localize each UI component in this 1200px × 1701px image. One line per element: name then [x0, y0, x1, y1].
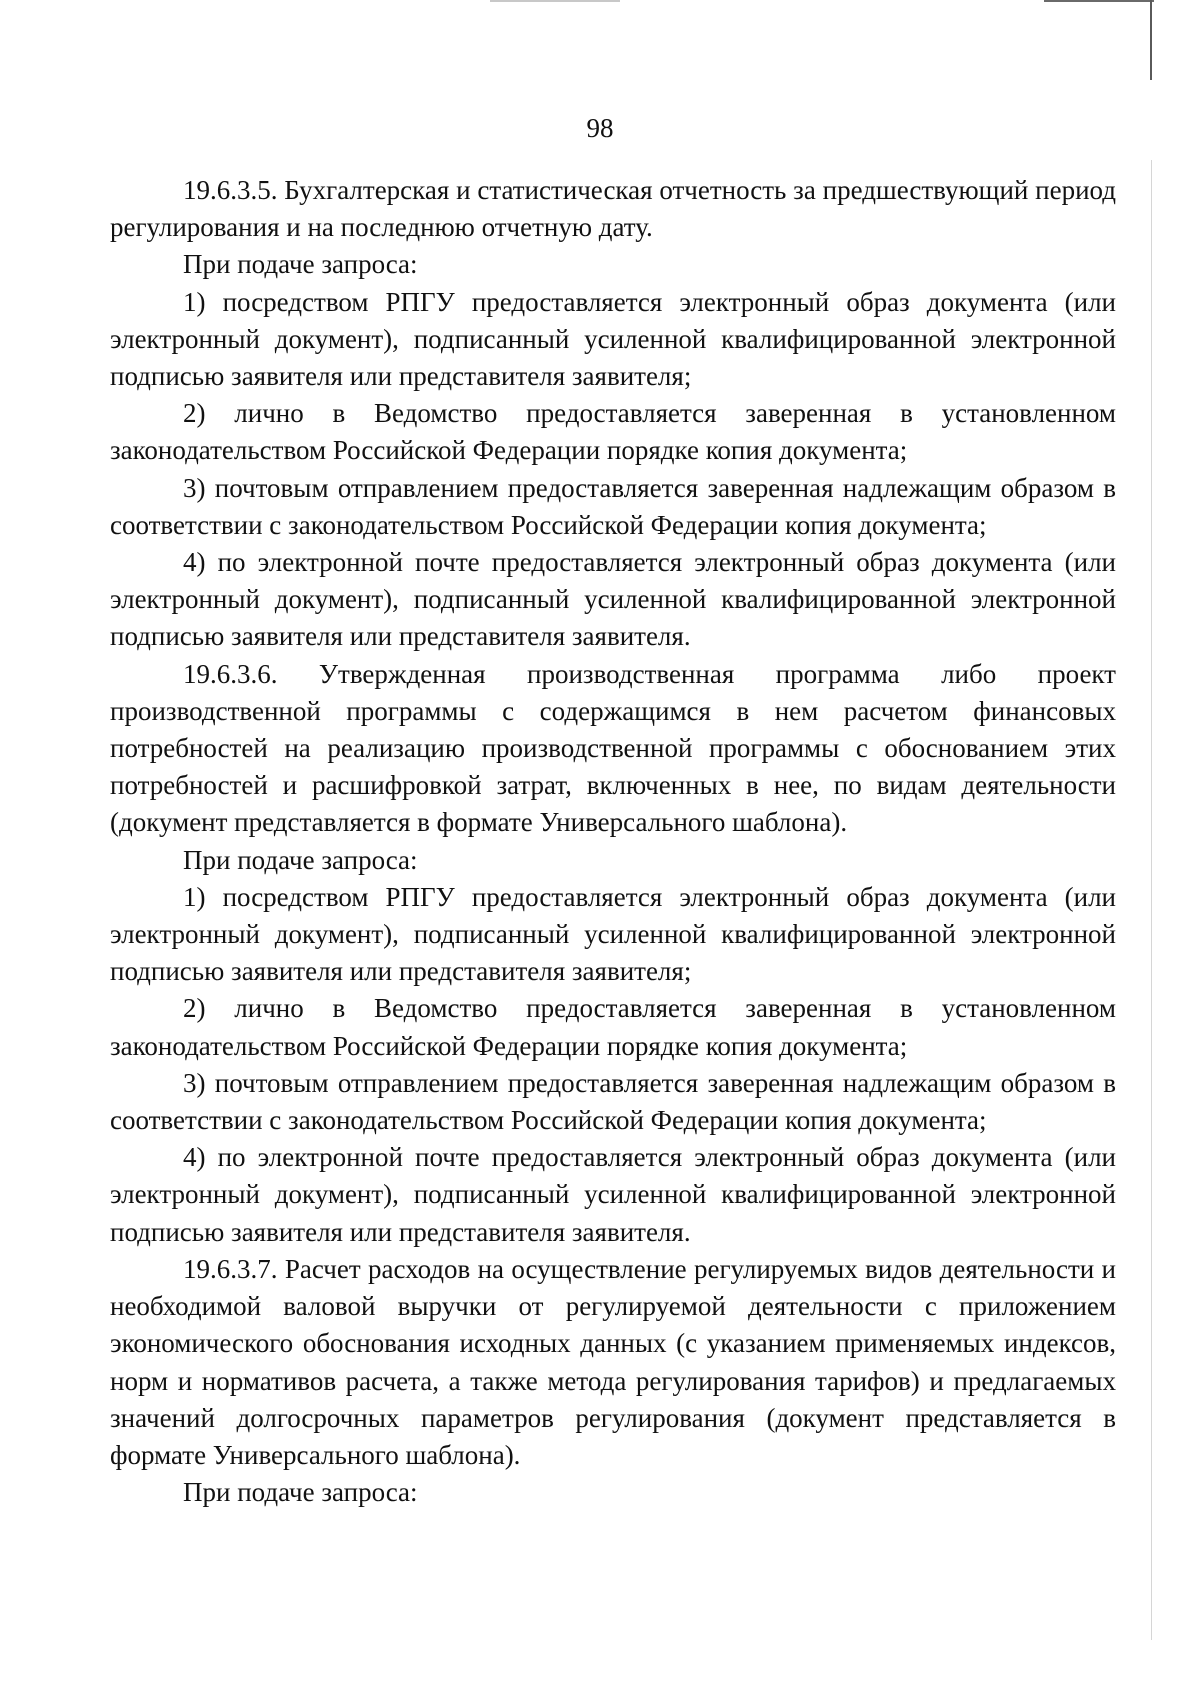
paragraph-19-6-3-7: 19.6.3.7. Расчет расходов на осуществление регулируемых видов деятельности и необходимой валовой выручки от регулируемой деятельности с приложением экономического обоснования исходных данных (с указанием применяемых индексов, норм и нормативов расчета, а также метода регулирования тарифов) и предлагаемых значений долгосрочных параметров регулирования (документ представляется в формате Универсального шаблона).: [110, 1253, 1116, 1470]
paragraph-item-4: 4) по электронной почте предоставляется электронный образ документа (или электронный документ), подписанный усиленной квалифицированной электронной подписью заявителя или представителя заявителя.: [110, 1142, 1116, 1247]
scan-artifact-right-margin-line: [1151, 160, 1152, 1640]
paragraph-item-3: 3) почтовым отправлением предоставляется заверенная надлежащим образом в соответствии с законодательством Российской Федерации копия документа;: [110, 1067, 1116, 1136]
paragraph-item-2: 2) лично в Ведомство предоставляется заверенная в установленном законодательством Российской Федерации порядке копия документа;: [110, 398, 1116, 466]
paragraph-request-heading: При подаче запроса:: [183, 844, 418, 875]
paragraph-request-heading: При подаче запроса:: [183, 1477, 418, 1508]
paragraph-item-4: 4) по электронной почте предоставляется электронный образ документа (или электронный документ), подписанный усиленной квалифицированной электронной подписью заявителя или представителя заявителя.: [110, 547, 1116, 652]
paragraph-item-1: 1) посредством РПГУ предоставляется электронный образ документа (или электронный документ), подписанный усиленной квалифицированной электронной подписью заявителя или представителя заявителя;: [110, 881, 1116, 987]
paragraph-item-3: 3) почтовым отправлением предоставляется заверенная надлежащим образом в соответствии с законодательством Российской Федерации копия документа;: [110, 472, 1116, 540]
paragraph-item-2: 2) лично в Ведомство предоставляется заверенная в установленном законодательством Российской Федерации порядке копия документа;: [110, 993, 1116, 1061]
scan-artifact-top-dash: [490, 0, 620, 2]
paragraph-19-6-3-5: 19.6.3.5. Бухгалтерская и статистическая отчетность за предшествующий период регулирования и на последнюю отчетную дату.: [110, 175, 1116, 243]
paragraph-request-heading: При подаче запроса:: [183, 249, 418, 280]
scan-artifact-top-line: [1044, 0, 1154, 2]
document-body: [110, 172, 1116, 1511]
paragraph-item-1: 1) посредством РПГУ предоставляется электронный образ документа (или электронный документ), подписанный усиленной квалифицированной электронной подписью заявителя или представителя заявителя;: [110, 286, 1116, 392]
scan-artifact-right-edge: [1150, 0, 1152, 80]
page-number: 98: [586, 113, 614, 143]
paragraph-19-6-3-6: 19.6.3.6. Утвержденная производственная программа либо проект производственной программы с содержащимся в нем расчетом финансовых потребностей на реализацию производственной программы с обоснованием этих потребностей и расшифровкой затрат, включенных в нее, по видам деятельности (документ представляется в формате Универсального шаблона).: [110, 658, 1116, 838]
